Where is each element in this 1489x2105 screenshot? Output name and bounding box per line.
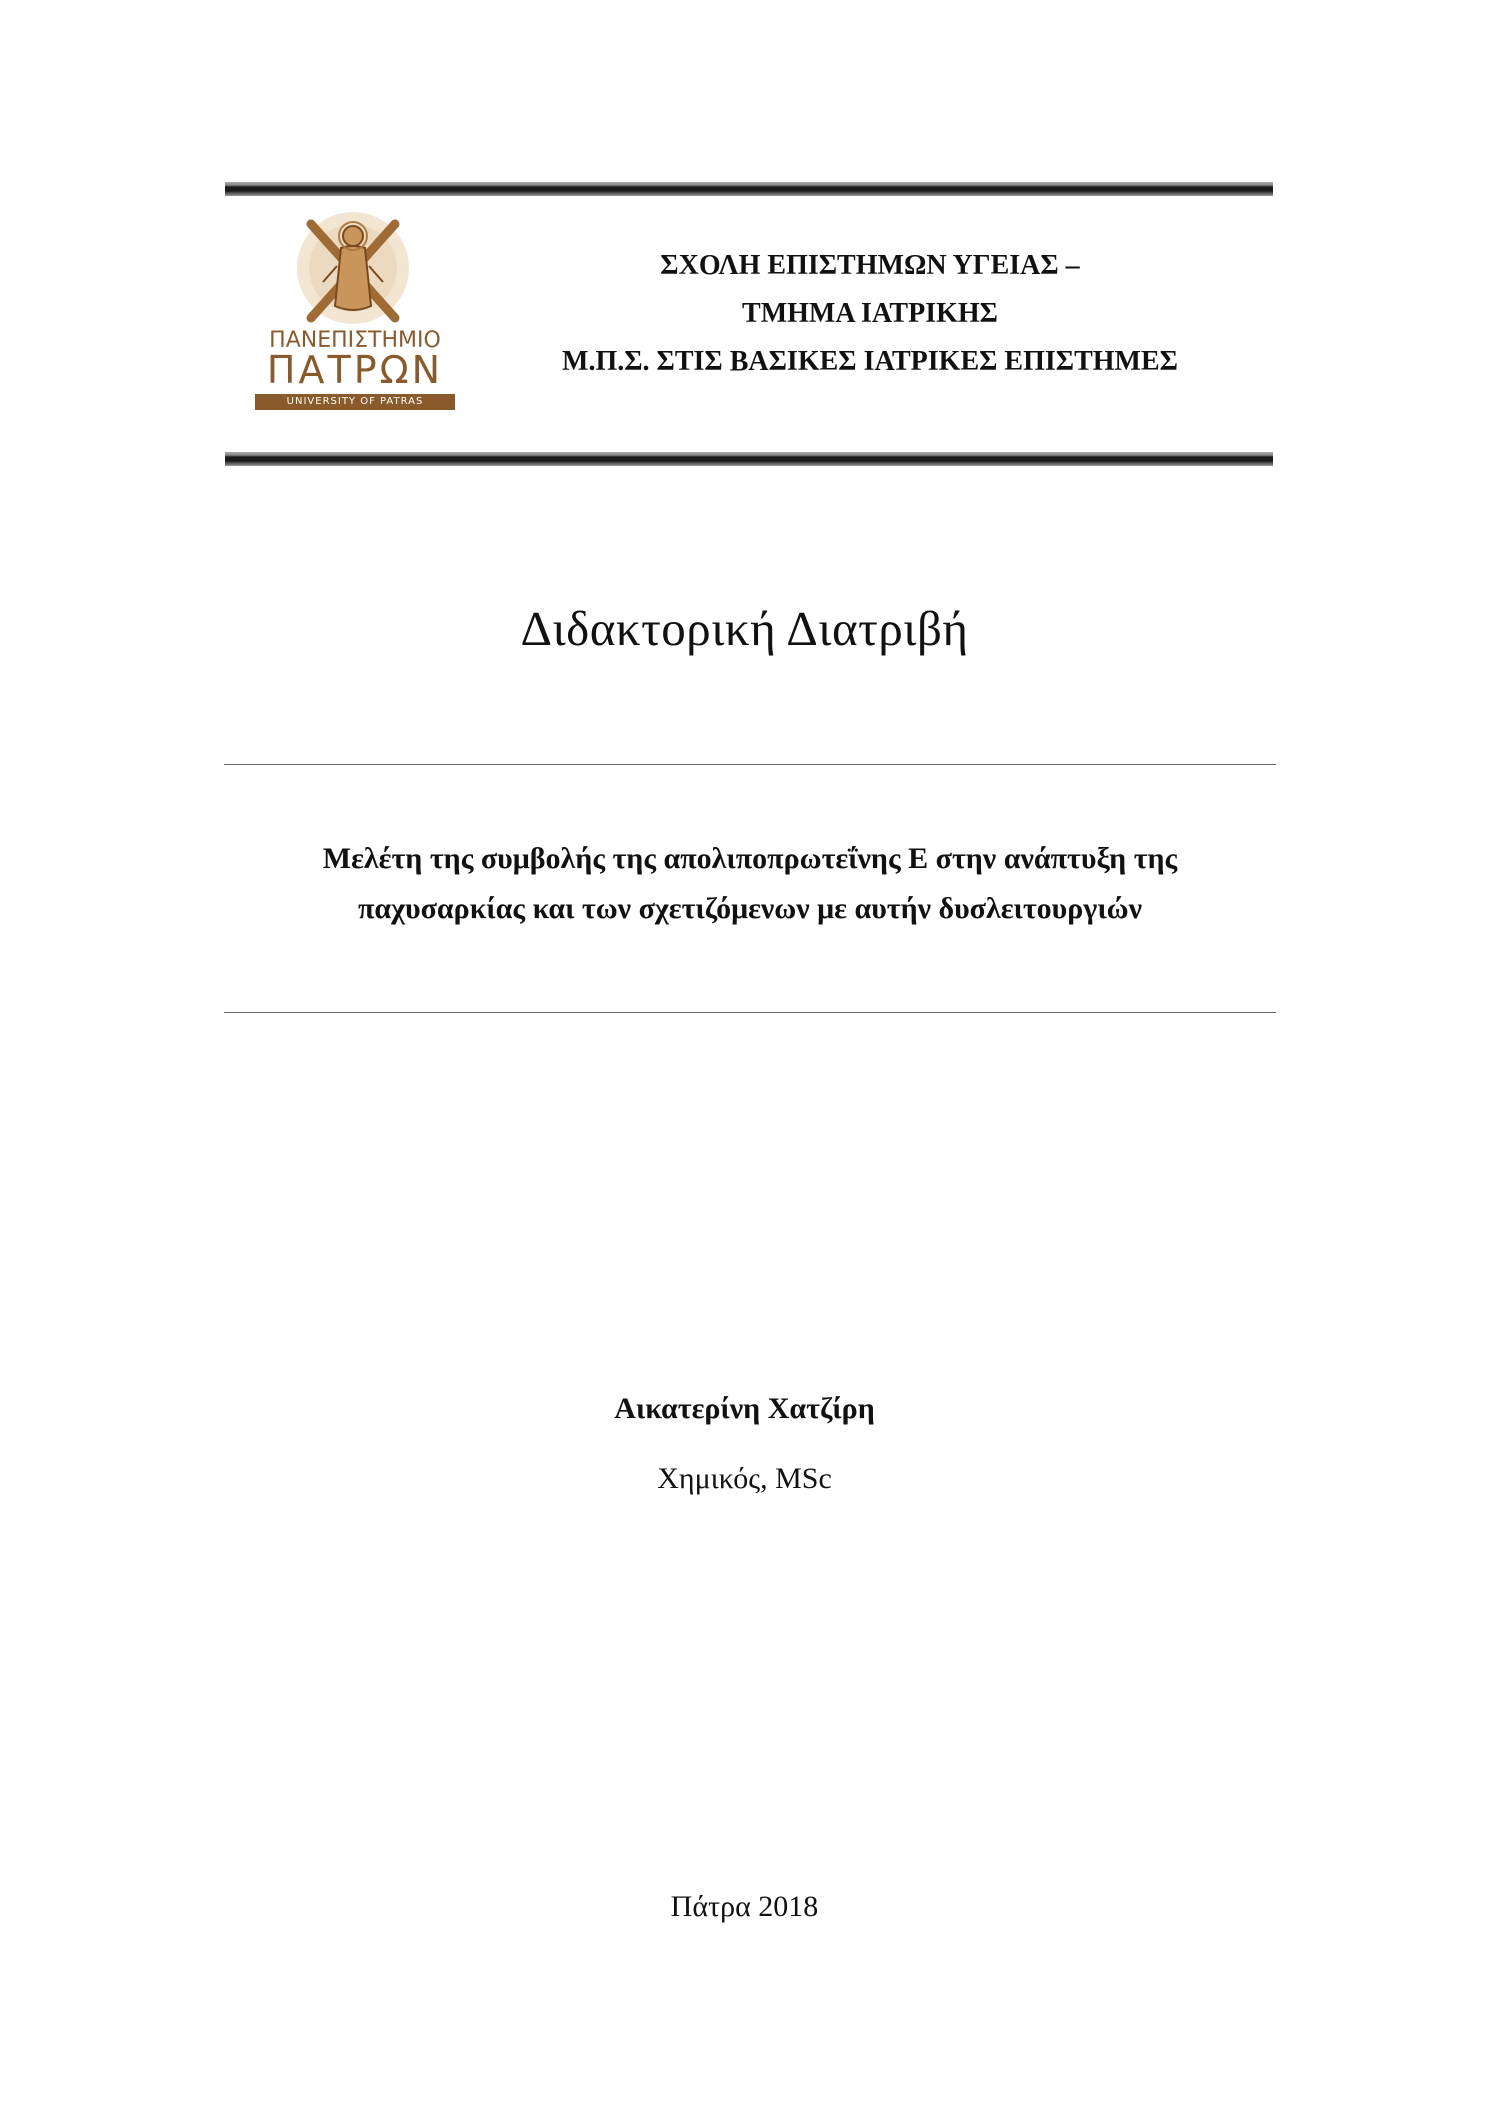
author-credentials: Χημικός, MSc	[657, 1462, 832, 1495]
header-top-rule	[225, 182, 1273, 196]
author-name: Αικατερίνη Χατζίρη	[614, 1392, 875, 1425]
department-line: ΤΜΗΜΑ ΙΑΤΡΙΚΗΣ	[742, 298, 998, 329]
title-top-rule	[224, 764, 1276, 765]
institution-text	[485, 242, 1255, 386]
thesis-title-line2: παχυσαρκίας και των σχετιζόμενων με αυτήν δυσλειτουργιών	[358, 892, 1142, 925]
document-type: Διδακτορική Διατριβή	[520, 601, 969, 656]
logo-text-line3	[255, 394, 455, 410]
title-bottom-rule	[224, 1012, 1276, 1013]
program-line: Μ.Π.Σ. ΣΤΙΣ ΒΑΣΙΚΕΣ ΙΑΤΡΙΚΕΣ ΕΠΙΣΤΗΜΕΣ	[562, 346, 1178, 377]
logo-text-line1: ΠΑΝΕΠΙΣΤΗΜΙΟ	[269, 328, 441, 353]
institution-header	[225, 196, 1273, 456]
thesis-title-line1: Μελέτη της συμβολής της απολιποπρωτεΐνης Ε στην ανάπτυξη της	[322, 842, 1178, 875]
thesis-title	[230, 834, 1270, 934]
school-line: ΣΧΟΛΗ ΕΠΙΣΤΗΜΩΝ ΥΓΕΙΑΣ –	[660, 250, 1080, 281]
logo-english-name: UNIVERSITY OF PATRAS	[286, 396, 424, 407]
place-year: Πάτρα 2018	[670, 1890, 819, 1923]
logo-text-line2: ΠΑΤΡΩΝ	[266, 348, 444, 392]
header-bottom-rule	[225, 452, 1273, 466]
